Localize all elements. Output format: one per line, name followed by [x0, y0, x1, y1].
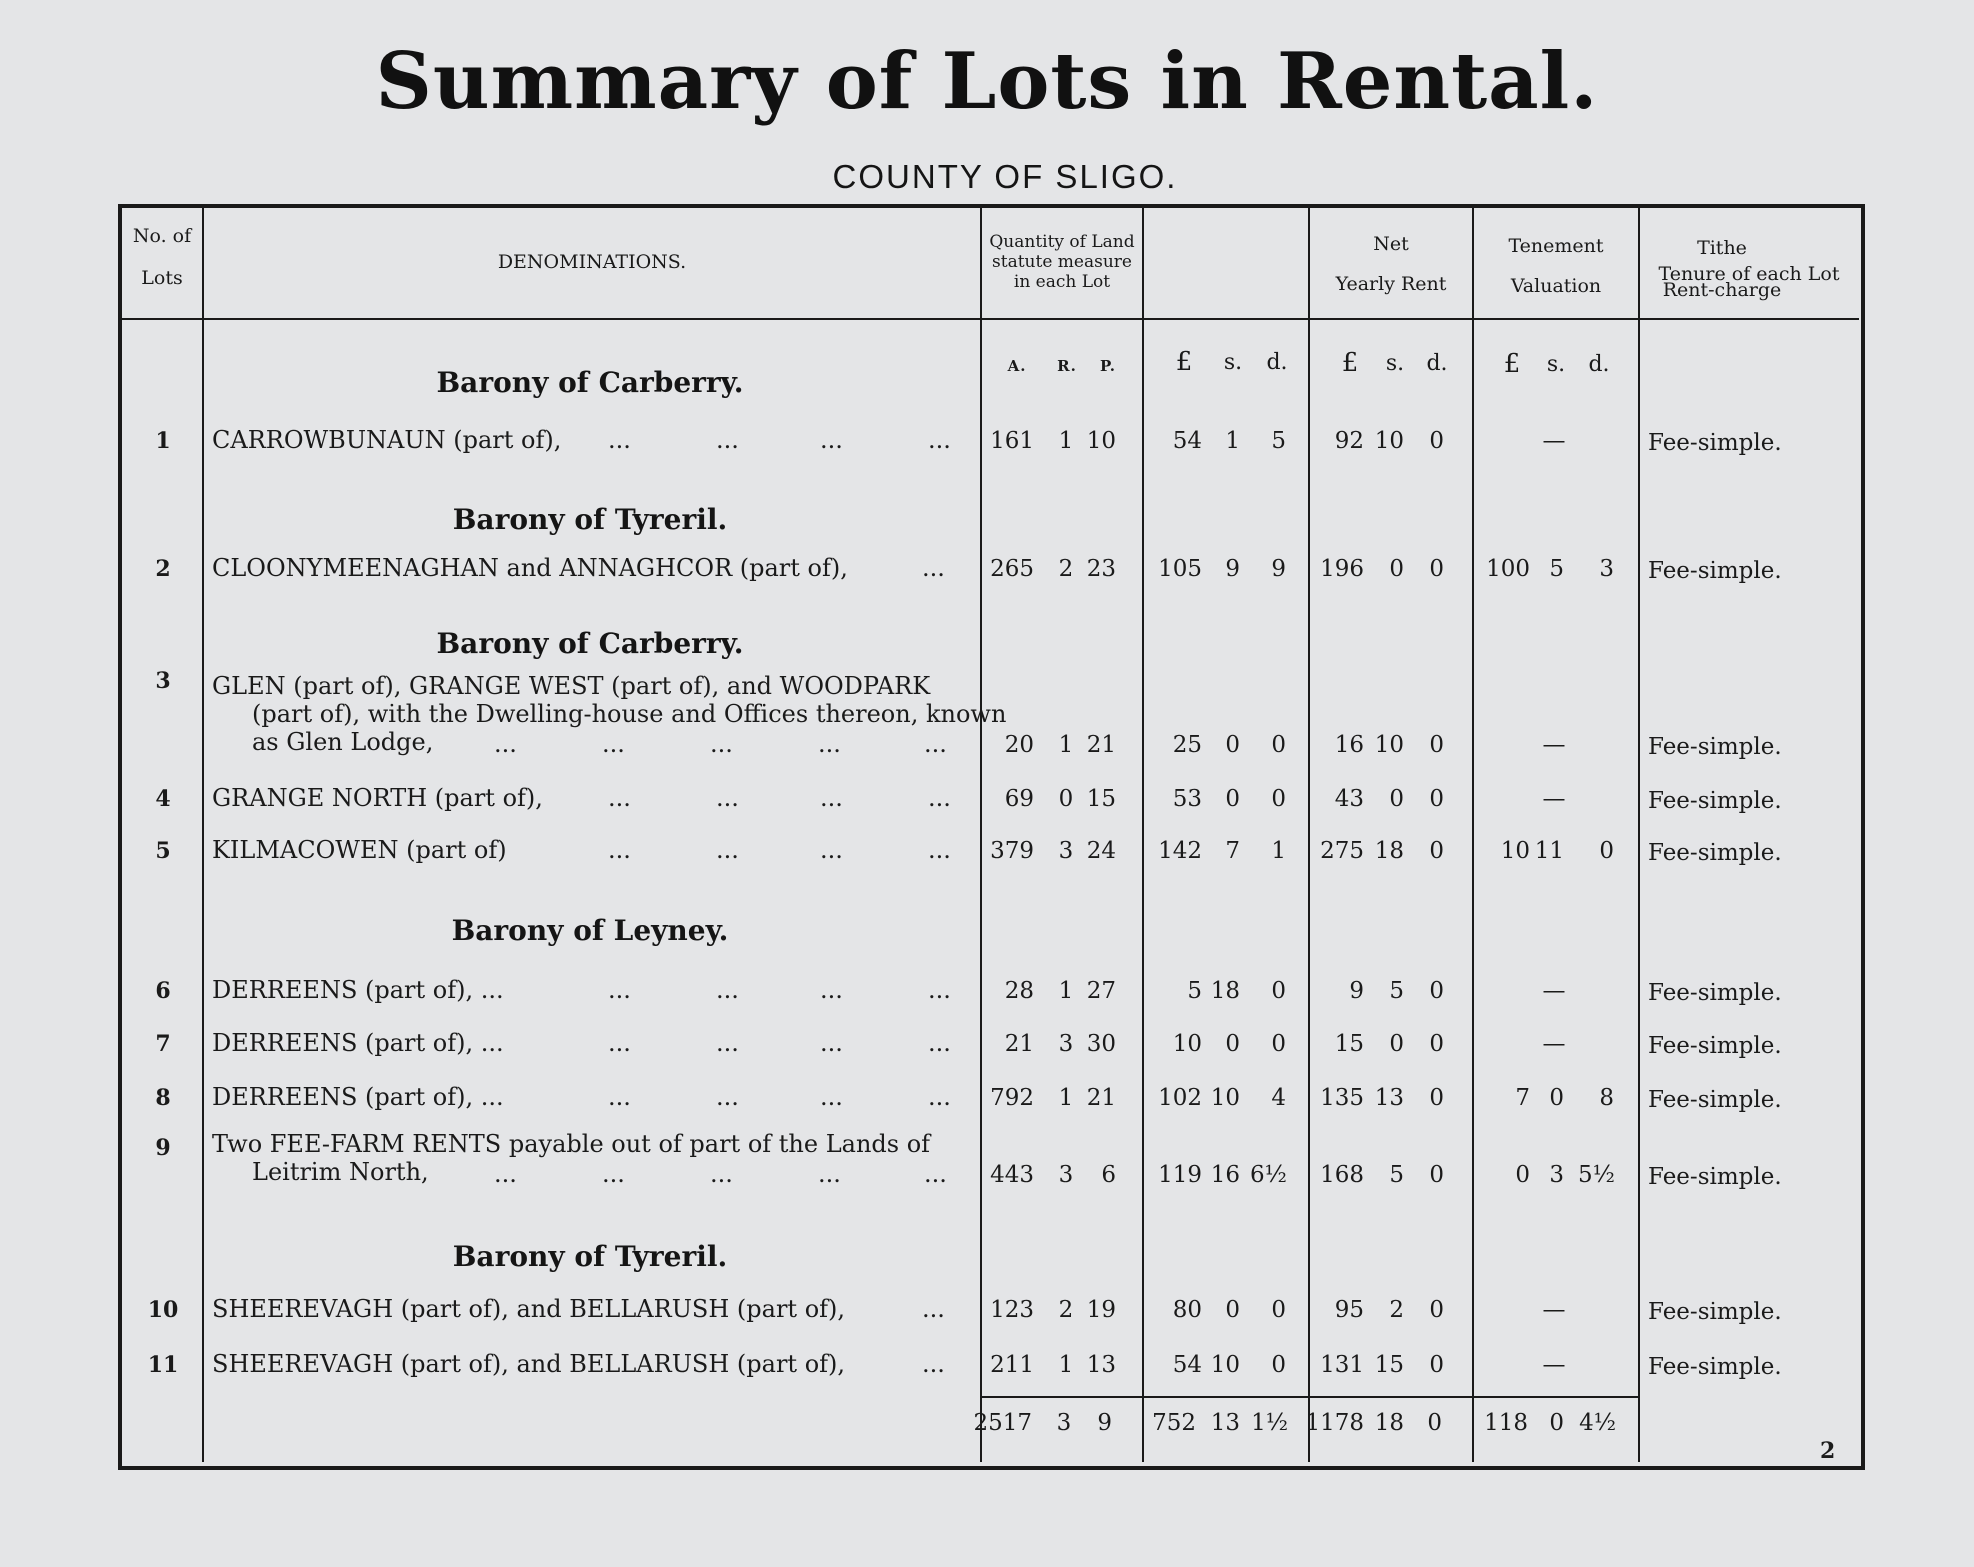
rent-pounds: 25 [1172, 732, 1202, 758]
leader-dots: ... [820, 1083, 843, 1111]
tithe-shillings: 0 [1549, 1085, 1564, 1111]
valuation-pounds: 92 [1334, 428, 1364, 454]
valuation-pounds: 9 [1349, 978, 1364, 1004]
valuation-shillings: 5 [1389, 978, 1404, 1004]
header-quantity-line1: Quantity of Land [989, 232, 1135, 252]
valuation-pence: 0 [1429, 732, 1444, 758]
unit-perches: P. [1099, 357, 1117, 375]
valuation-shillings: 10 [1374, 428, 1404, 454]
header-quantity-line2: statute measure [992, 252, 1132, 272]
header-net-rent-line1: Net [1373, 233, 1409, 255]
rent-pence: 0 [1271, 978, 1286, 1004]
tithe-pounds: 0 [1515, 1162, 1530, 1188]
rent-pounds: 119 [1158, 1162, 1202, 1188]
lot-roods: 1 [1058, 978, 1074, 1004]
lot-acres: 211 [990, 1352, 1034, 1378]
rent-shillings: 0 [1225, 1031, 1240, 1057]
lot-number: 6 [155, 978, 171, 1004]
rent-pence: 0 [1271, 1031, 1286, 1057]
valuation-shillings: 0 [1389, 556, 1404, 582]
tithe-none: — [1542, 1031, 1566, 1057]
lot-number: 1 [155, 428, 171, 454]
lot-denomination-line: (part of), with the Dwelling-house and Offices thereon, known [252, 700, 1007, 728]
rent-pence: 9 [1271, 556, 1286, 582]
unit-val-pounds: £ [1341, 348, 1359, 378]
tithe-none: — [1542, 978, 1566, 1004]
header-tenure: Tenure of each Lot [1658, 263, 1840, 285]
lot-roods: 1 [1058, 1085, 1074, 1111]
leader-dots: ... [602, 730, 625, 758]
lot-denomination: DERREENS (part of), ... [212, 976, 504, 1004]
leader-dots: ... [608, 426, 631, 454]
leader-dots: ... [608, 1029, 631, 1057]
lot-tenure: Fee-simple. [1648, 1033, 1782, 1059]
valuation-shillings: 5 [1389, 1162, 1404, 1188]
lot-roods: 0 [1058, 786, 1074, 812]
total-rent-pounds: 752 [1152, 1410, 1196, 1436]
lot-acres: 21 [1004, 1031, 1034, 1057]
valuation-pence: 0 [1429, 1031, 1444, 1057]
lot-roods: 3 [1058, 1162, 1074, 1188]
rent-shillings: 0 [1225, 732, 1240, 758]
valuation-pounds: 135 [1320, 1085, 1364, 1111]
unit-tithe-shillings: s. [1546, 352, 1566, 377]
unit-val-shillings: s. [1385, 351, 1405, 376]
lot-perches: 15 [1086, 786, 1116, 812]
lot-tenure: Fee-simple. [1648, 1087, 1782, 1113]
leader-dots: ... [820, 1029, 843, 1057]
valuation-pounds: 196 [1320, 556, 1364, 582]
valuation-pence: 0 [1429, 1297, 1444, 1323]
valuation-pounds: 275 [1320, 838, 1364, 864]
total-acres: 2517 [973, 1410, 1032, 1436]
col-rule-valuation [1472, 206, 1474, 1462]
rent-pence: 6½ [1250, 1162, 1287, 1188]
lot-perches: 23 [1086, 556, 1116, 582]
header-lots [122, 224, 202, 290]
lot-denomination-line: Leitrim North, [252, 1158, 429, 1186]
lot-denomination: SHEEREVAGH (part of), and BELLARUSH (part of), [212, 1295, 846, 1323]
lot-perches: 10 [1086, 428, 1116, 454]
rent-shillings: 0 [1225, 1297, 1240, 1323]
rent-pence: 4 [1271, 1085, 1286, 1111]
valuation-shillings: 15 [1374, 1352, 1404, 1378]
rent-pounds: 54 [1172, 1352, 1202, 1378]
leader-dots: ... [818, 1160, 841, 1188]
lot-number: 10 [147, 1297, 179, 1323]
tithe-none: — [1542, 732, 1566, 758]
tithe-pounds: 7 [1515, 1085, 1530, 1111]
leader-dots: ... [494, 1160, 517, 1188]
lot-number: 2 [155, 556, 171, 582]
rent-shillings: 1 [1225, 428, 1240, 454]
valuation-pounds: 95 [1334, 1297, 1364, 1323]
header-quantity [982, 232, 1142, 292]
valuation-pounds: 16 [1334, 732, 1364, 758]
lot-number: 9 [155, 1135, 171, 1161]
lot-perches: 24 [1086, 838, 1116, 864]
unit-tithe-pence: d. [1588, 352, 1610, 377]
rent-pounds: 10 [1172, 1031, 1202, 1057]
leader-dots: ... [710, 730, 733, 758]
header-quantity-line3: in each Lot [1013, 272, 1111, 292]
lot-denomination: KILMACOWEN (part of) [212, 836, 507, 864]
col-rule-quantity [1142, 206, 1144, 1462]
barony-heading: Barony of Carberry. [436, 627, 744, 660]
unit-rent-pence: d. [1266, 350, 1288, 375]
total-rent-shillings: 13 [1210, 1410, 1240, 1436]
valuation-pence: 0 [1429, 556, 1444, 582]
lot-acres: 161 [990, 428, 1034, 454]
leader-dots: ... [928, 976, 951, 1004]
leader-dots: ... [928, 426, 951, 454]
valuation-pence: 0 [1429, 786, 1444, 812]
lot-denomination-line: as Glen Lodge, [252, 728, 434, 756]
leader-dots: ... [928, 1029, 951, 1057]
lot-denomination-line: Two FEE-FARM RENTS payable out of part of the Lands of [212, 1130, 931, 1158]
lot-acres: 123 [990, 1297, 1034, 1323]
tithe-pence: 3 [1599, 556, 1614, 582]
leader-dots: ... [716, 1029, 739, 1057]
valuation-pounds: 168 [1320, 1162, 1364, 1188]
leader-dots: ... [922, 1295, 945, 1323]
lot-acres: 792 [990, 1085, 1034, 1111]
tithe-none: — [1542, 1352, 1566, 1378]
unit-rent-shillings: s. [1223, 350, 1243, 375]
tithe-shillings: 5 [1549, 556, 1564, 582]
lot-tenure: Fee-simple. [1648, 1354, 1782, 1380]
county-heading: COUNTY OF SLIGO. [832, 158, 1178, 195]
total-val-pence: 0 [1427, 1410, 1442, 1436]
barony-heading: Barony of Leyney. [451, 914, 729, 947]
leader-dots: ... [820, 976, 843, 1004]
lot-denomination: SHEEREVAGH (part of), and BELLARUSH (part of), [212, 1350, 846, 1378]
lot-tenure: Fee-simple. [1648, 788, 1782, 814]
header-net-rent-line2: Yearly Rent [1335, 273, 1447, 295]
lot-roods: 1 [1058, 1352, 1074, 1378]
col-rule-denom [980, 206, 982, 1462]
totals-rule [980, 1396, 1640, 1398]
barony-heading: Barony of Tyreril. [452, 503, 728, 536]
lot-tenure: Fee-simple. [1648, 558, 1782, 584]
lot-roods: 1 [1058, 428, 1074, 454]
rent-shillings: 7 [1225, 838, 1240, 864]
unit-rent-pounds: £ [1175, 347, 1193, 377]
valuation-pounds: 43 [1334, 786, 1364, 812]
tithe-none: — [1542, 786, 1566, 812]
total-rent-pence: 1½ [1251, 1410, 1288, 1436]
rent-pounds: 105 [1158, 556, 1202, 582]
lot-number: 4 [155, 786, 171, 812]
total-tithe-pence: 4½ [1579, 1410, 1616, 1436]
total-val-pounds: 1178 [1305, 1410, 1364, 1436]
unit-roods: R. [1057, 357, 1077, 375]
lot-acres: 28 [1004, 978, 1034, 1004]
header-lots-line2: Lots [141, 267, 183, 289]
header-rule [120, 318, 1859, 320]
lot-number: 5 [155, 838, 171, 864]
leader-dots: ... [922, 1350, 945, 1378]
unit-tithe-pounds: £ [1503, 349, 1521, 379]
rent-pounds: 80 [1172, 1297, 1202, 1323]
page-number: 2 [1820, 1438, 1836, 1464]
valuation-pounds: 15 [1334, 1031, 1364, 1057]
leader-dots: ... [716, 426, 739, 454]
valuation-pounds: 131 [1320, 1352, 1364, 1378]
lot-denomination: GRANGE NORTH (part of), [212, 784, 543, 812]
leader-dots: ... [818, 730, 841, 758]
col-rule-rent [1308, 206, 1310, 1462]
tithe-pence: 8 [1599, 1085, 1614, 1111]
lot-perches: 6 [1101, 1162, 1116, 1188]
valuation-pence: 0 [1429, 1162, 1444, 1188]
leader-dots: ... [608, 784, 631, 812]
rent-pence: 0 [1271, 732, 1286, 758]
leader-dots: ... [716, 836, 739, 864]
header-valuation [1474, 234, 1638, 298]
lot-acres: 443 [990, 1162, 1034, 1188]
lot-number: 7 [155, 1031, 171, 1057]
leader-dots: ... [716, 976, 739, 1004]
tithe-none: — [1542, 1297, 1566, 1323]
barony-heading: Barony of Carberry. [436, 366, 744, 399]
tithe-none: — [1542, 428, 1566, 454]
col-rule-tithe [1638, 206, 1640, 1462]
valuation-pence: 0 [1429, 978, 1444, 1004]
rent-shillings: 18 [1210, 978, 1240, 1004]
header-denominations: DENOMINATIONS. [497, 251, 687, 273]
tithe-pounds: 100 [1486, 556, 1530, 582]
tithe-pounds: 10 [1500, 838, 1530, 864]
lot-denomination: CLOONYMEENAGHAN and ANNAGHCOR (part of), [212, 554, 848, 582]
rent-pence: 1 [1271, 838, 1286, 864]
lot-denomination: DERREENS (part of), ... [212, 1029, 504, 1057]
total-roods: 3 [1056, 1410, 1072, 1436]
valuation-shillings: 0 [1389, 1031, 1404, 1057]
rent-pence: 0 [1271, 1297, 1286, 1323]
valuation-shillings: 10 [1374, 732, 1404, 758]
lot-perches: 21 [1086, 1085, 1116, 1111]
rent-pounds: 142 [1158, 838, 1202, 864]
rent-pounds: 54 [1172, 428, 1202, 454]
tithe-pence: 5½ [1578, 1162, 1615, 1188]
leader-dots: ... [716, 1083, 739, 1111]
rent-shillings: 0 [1225, 786, 1240, 812]
leader-dots: ... [820, 836, 843, 864]
valuation-shillings: 18 [1374, 838, 1404, 864]
lot-roods: 3 [1058, 1031, 1074, 1057]
rent-pence: 0 [1271, 1352, 1286, 1378]
lot-roods: 3 [1058, 838, 1074, 864]
leader-dots: ... [820, 426, 843, 454]
rent-pence: 0 [1271, 786, 1286, 812]
valuation-pence: 0 [1429, 1085, 1444, 1111]
leader-dots: ... [608, 836, 631, 864]
tithe-shillings: 3 [1549, 1162, 1564, 1188]
lot-perches: 30 [1086, 1031, 1116, 1057]
lot-tenure: Fee-simple. [1648, 430, 1782, 456]
header-net-rent [1310, 232, 1472, 296]
leader-dots: ... [716, 784, 739, 812]
lot-denomination: DERREENS (part of), ... [212, 1083, 504, 1111]
lot-tenure: Fee-simple. [1648, 734, 1782, 760]
barony-heading: Barony of Tyreril. [452, 1240, 728, 1273]
leader-dots: ... [494, 730, 517, 758]
valuation-pence: 0 [1429, 428, 1444, 454]
total-tithe-pounds: 118 [1484, 1410, 1528, 1436]
lot-perches: 13 [1086, 1352, 1116, 1378]
lot-acres: 69 [1004, 786, 1034, 812]
lot-tenure: Fee-simple. [1648, 980, 1782, 1006]
valuation-shillings: 2 [1389, 1297, 1404, 1323]
lot-perches: 21 [1086, 732, 1116, 758]
unit-val-pence: d. [1426, 351, 1448, 376]
lot-tenure: Fee-simple. [1648, 840, 1782, 866]
page-title: Summary of Lots in Rental. [375, 36, 1599, 127]
lot-acres: 265 [990, 556, 1034, 582]
leader-dots: ... [710, 1160, 733, 1188]
leader-dots: ... [928, 1083, 951, 1111]
header-lots-line1: No. of [132, 225, 192, 247]
leader-dots: ... [602, 1160, 625, 1188]
lot-number: 3 [155, 668, 171, 694]
valuation-pence: 0 [1429, 838, 1444, 864]
leader-dots: ... [928, 836, 951, 864]
lot-acres: 20 [1004, 732, 1034, 758]
lot-number: 8 [155, 1085, 171, 1111]
lot-roods: 2 [1058, 1297, 1074, 1323]
lot-roods: 2 [1058, 556, 1074, 582]
unit-acres: A. [1007, 357, 1027, 375]
rent-shillings: 16 [1210, 1162, 1240, 1188]
lot-tenure: Fee-simple. [1648, 1164, 1782, 1190]
leader-dots: ... [924, 730, 947, 758]
valuation-shillings: 0 [1389, 786, 1404, 812]
total-tithe-shillings: 0 [1549, 1410, 1564, 1436]
lot-denomination: CARROWBUNAUN (part of), [212, 426, 562, 454]
leader-dots: ... [924, 1160, 947, 1188]
rent-pounds: 53 [1172, 786, 1202, 812]
leader-dots: ... [608, 976, 631, 1004]
lot-roods: 1 [1058, 732, 1074, 758]
lot-number: 11 [147, 1352, 179, 1378]
lot-acres: 379 [990, 838, 1034, 864]
total-perches: 9 [1097, 1410, 1112, 1436]
rent-shillings: 10 [1210, 1352, 1240, 1378]
leader-dots: ... [922, 554, 945, 582]
header-valuation-line1: Tenement [1508, 235, 1604, 257]
leader-dots: ... [608, 1083, 631, 1111]
header-tithe-line1: Tithe [1697, 237, 1747, 259]
rent-pounds: 102 [1158, 1085, 1202, 1111]
leader-dots: ... [820, 784, 843, 812]
lot-perches: 27 [1086, 978, 1116, 1004]
lot-denomination-line: GLEN (part of), GRANGE WEST (part of), and WOODPARK [212, 672, 931, 700]
leader-dots: ... [928, 784, 951, 812]
valuation-pence: 0 [1429, 1352, 1444, 1378]
rent-shillings: 9 [1225, 556, 1240, 582]
rent-pounds: 5 [1187, 978, 1202, 1004]
header-tithe-line2: Rent-charge [1662, 279, 1782, 301]
lot-tenure: Fee-simple. [1648, 1299, 1782, 1325]
lot-perches: 19 [1086, 1297, 1116, 1323]
tithe-pence: 0 [1599, 838, 1614, 864]
rent-shillings: 10 [1210, 1085, 1240, 1111]
valuation-shillings: 13 [1374, 1085, 1404, 1111]
rent-pence: 5 [1271, 428, 1286, 454]
tithe-shillings: 11 [1534, 838, 1564, 864]
total-val-shillings: 18 [1374, 1410, 1404, 1436]
header-valuation-line2: Valuation [1510, 275, 1602, 297]
